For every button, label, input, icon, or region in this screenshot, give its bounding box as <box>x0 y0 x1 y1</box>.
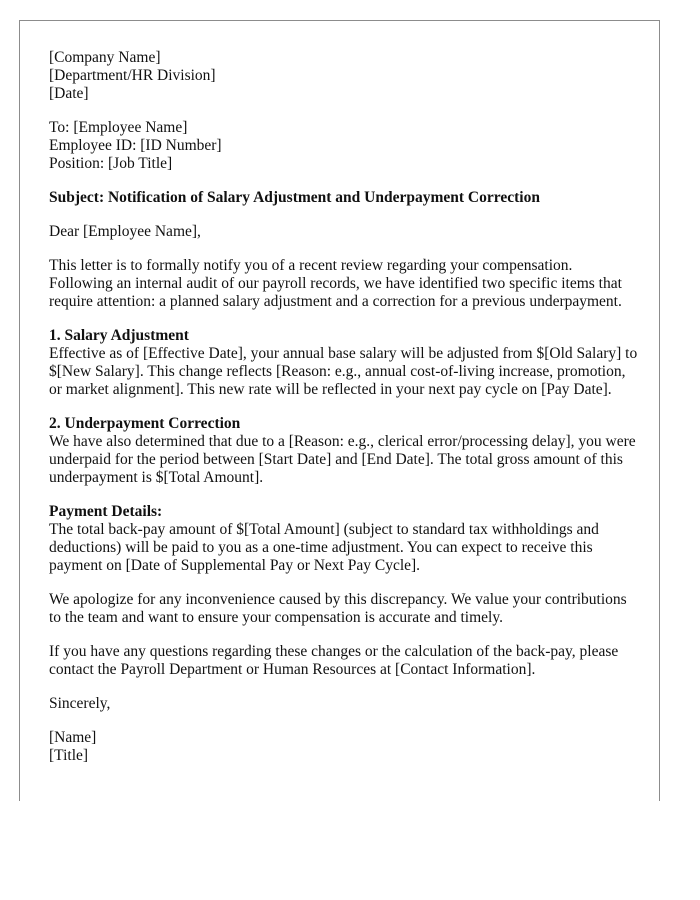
sender-block <box>49 49 639 103</box>
section-heading: Payment Details: <box>49 503 163 520</box>
letter-date: [Date] <box>49 85 89 102</box>
recipient-employee-id: Employee ID: [ID Number] <box>49 137 222 154</box>
closing: Sincerely, <box>49 695 111 712</box>
section-heading: 1. Salary Adjustment <box>49 327 189 344</box>
apology-paragraph: We apologize for any inconvenience caused by this discrepancy. We value your contributions to the team and want to ensure your compensation is accurate and timely. <box>49 591 627 626</box>
letter-content <box>49 49 639 765</box>
contact-paragraph: If you have any questions regarding these changes or the calculation of the back-pay, please contact the Payroll Department or Human Resources at [Contact Information]. <box>49 643 619 678</box>
recipient-name: To: [Employee Name] <box>49 119 188 136</box>
department-name: [Department/HR Division] <box>49 67 216 84</box>
section-body: The total back-pay amount of $[Total Amount] (subject to standard tax withholdings and deductions) will be paid to you as a one-time adjustment. You can expect to receive this payment on [Date of Supplemental Pay or Next Pay Cycle]. <box>49 521 599 574</box>
company-name: [Company Name] <box>49 49 161 66</box>
subject-line: Subject: Notification of Salary Adjustment and Underpayment Correction <box>49 189 540 206</box>
section-salary-adjustment <box>49 327 639 399</box>
section-payment-details <box>49 503 639 575</box>
signature-title: [Title] <box>49 747 89 764</box>
signature-block <box>49 729 639 765</box>
recipient-position: Position: [Job Title] <box>49 155 173 172</box>
letter-page <box>19 20 660 801</box>
section-underpayment-correction <box>49 415 639 487</box>
salutation: Dear [Employee Name], <box>49 223 201 240</box>
section-body: We have also determined that due to a [Reason: e.g., clerical error/processing delay], you were underpaid for the period between [Start Date] and [End Date]. The total gross amount of this underpayment is $[Total Amount]. <box>49 433 636 486</box>
section-body: Effective as of [Effective Date], your annual base salary will be adjusted from $[Old Salary] to $[New Salary]. This change reflects [Reason: e.g., annual cost-of-living increase, promotion, or market alignment]. This new rate will be reflected in your next pay cycle on [Pay Date]. <box>49 345 638 398</box>
section-heading: 2. Underpayment Correction <box>49 415 241 432</box>
signature-name: [Name] <box>49 729 97 746</box>
recipient-block <box>49 119 639 173</box>
intro-paragraph: This letter is to formally notify you of a recent review regarding your compensation. Following an internal audit of our payroll records, we have identified two specific items that require attention: a planned salary adjustment and a correction for a previous underpayment. <box>49 257 622 310</box>
